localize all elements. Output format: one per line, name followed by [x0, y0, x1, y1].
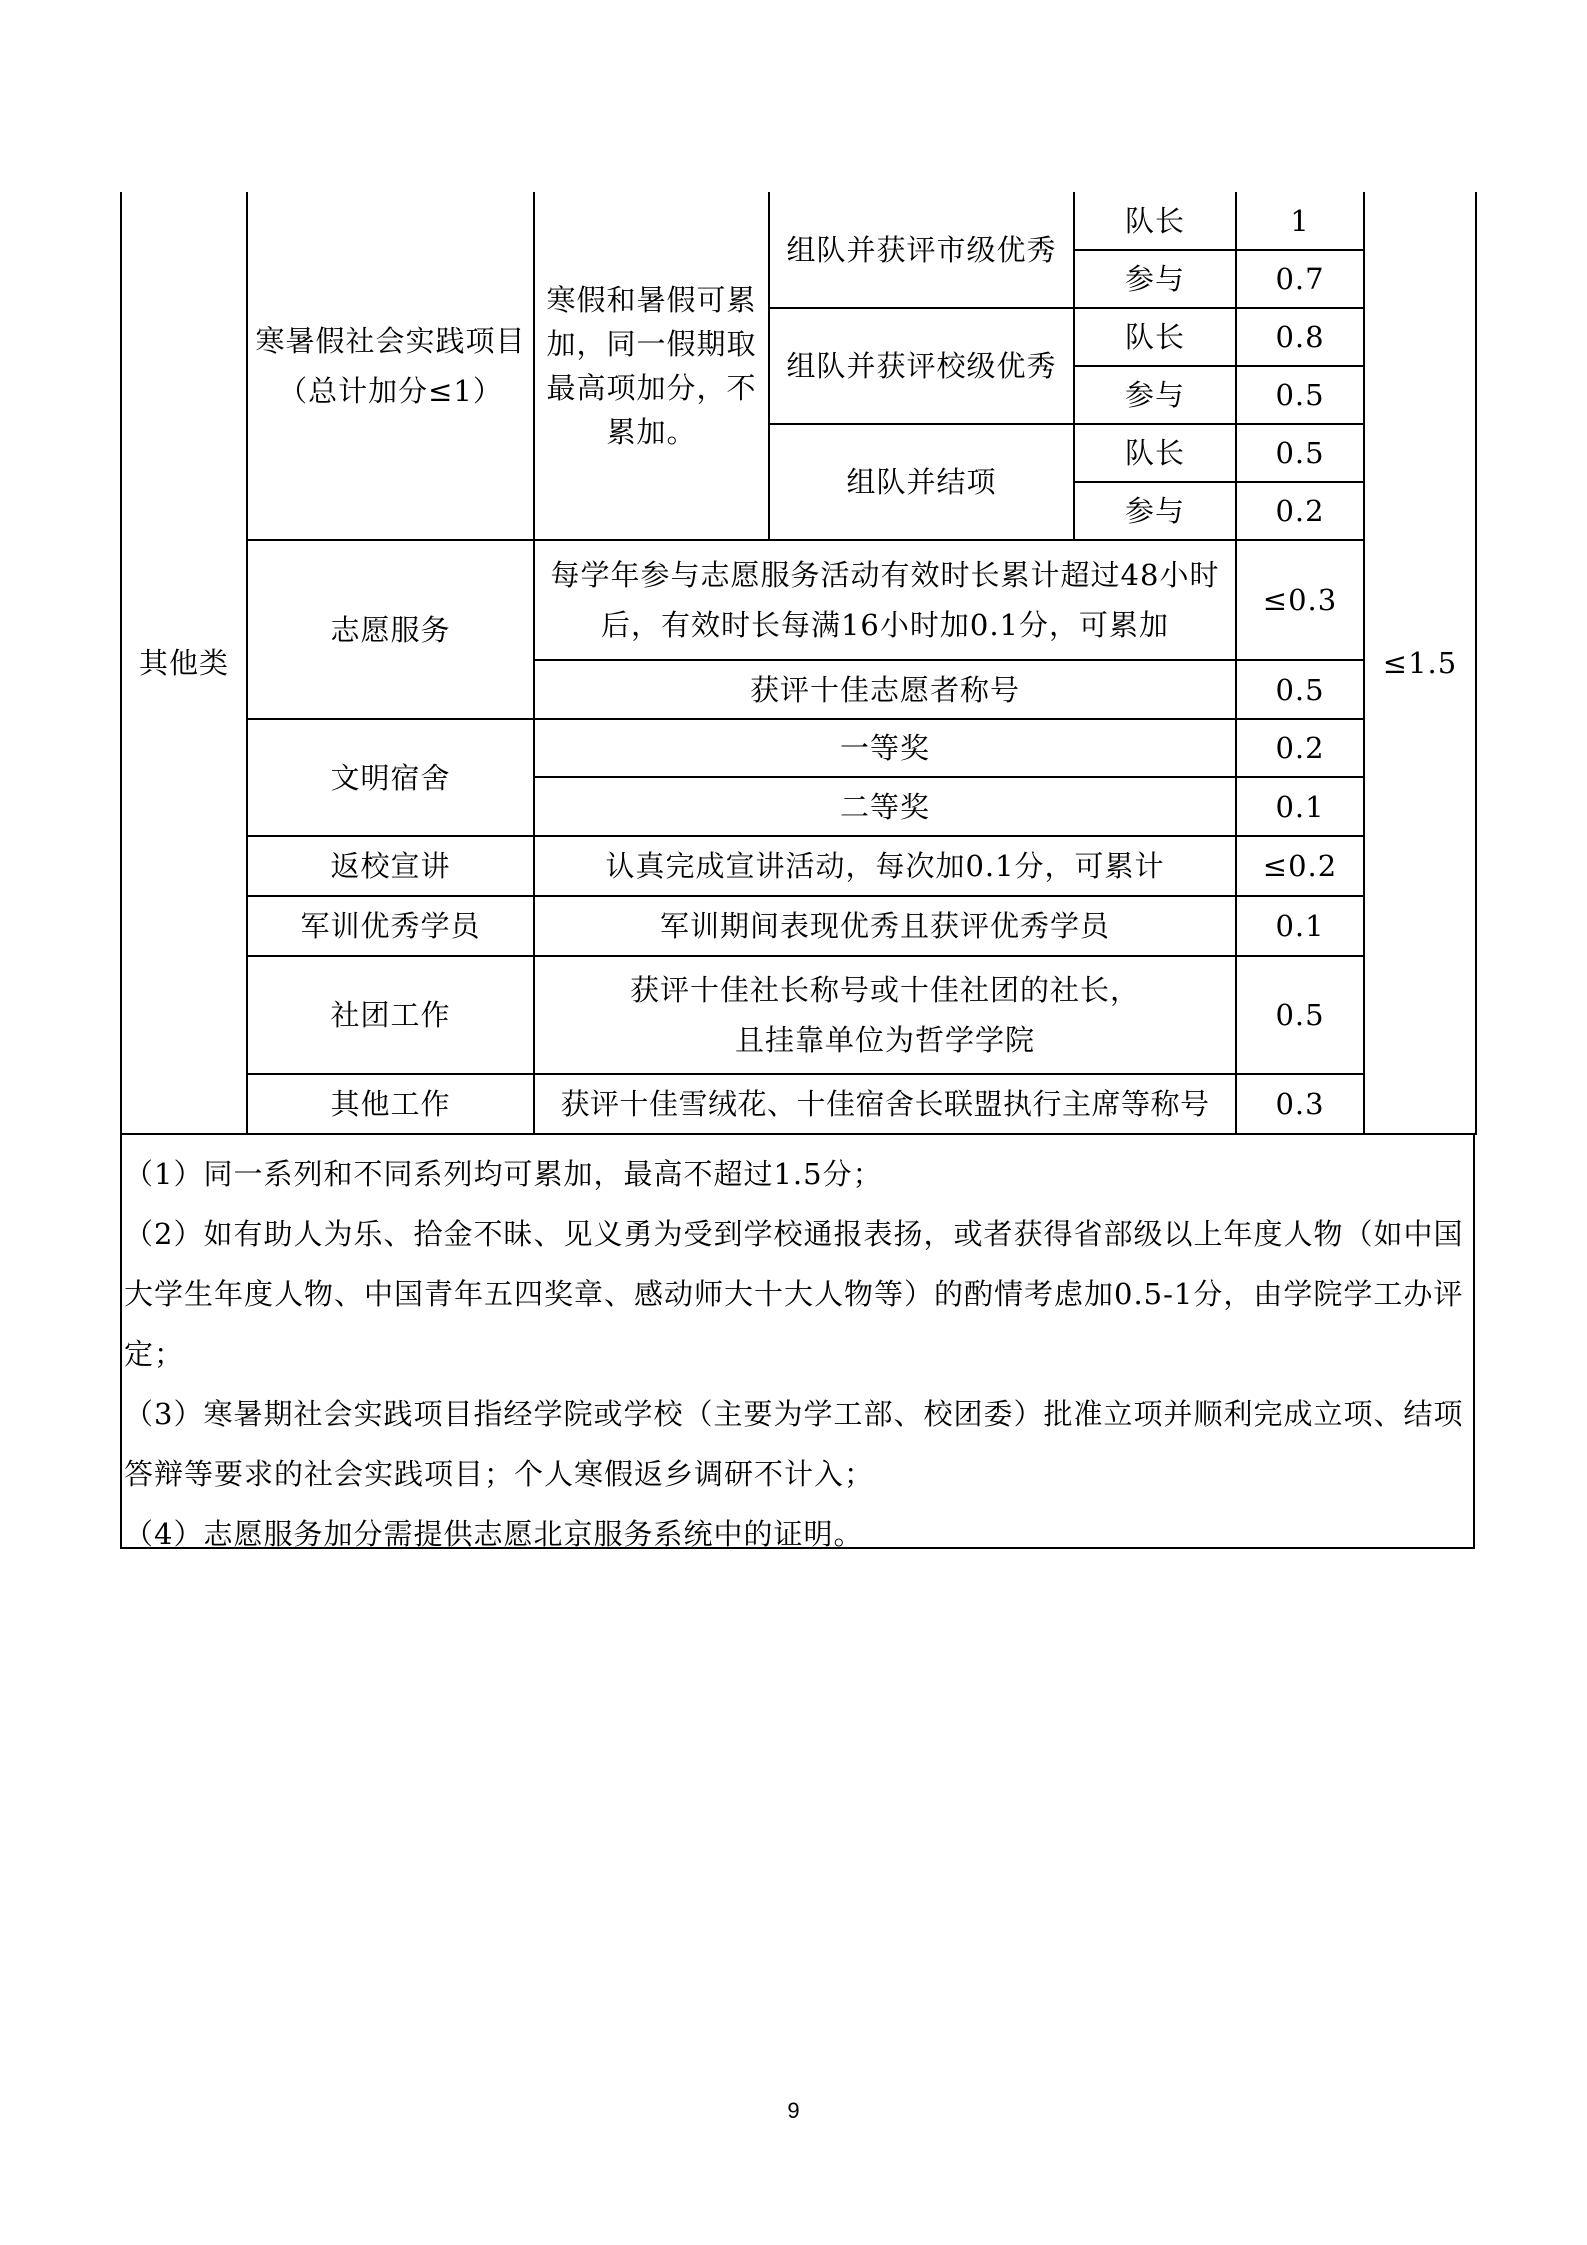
note-line: （2）如有助人为乐、拾金不昧、见义勇为受到学校通报表扬，或者获得省部级以上年度人物（如中国大学生年度人物、中国青年五四奖章、感动师大十大人物等）的酌情考虑加0.5-1分，由学院学工办评定； [124, 1217, 1464, 1371]
simple-item: 返校宣讲 [247, 836, 534, 896]
practice-role: 参与 [1074, 482, 1236, 540]
simple-score: ≤0.2 [1236, 836, 1364, 896]
practice-level-label: 组队并获评校级优秀 [769, 308, 1074, 424]
notes-box [120, 1134, 1475, 1549]
simple-desc-line: 获评十佳社长称号或十佳社团的社长， [629, 973, 1140, 1007]
dorm-score: 0.1 [1236, 777, 1364, 836]
scoring-table [120, 192, 1477, 1135]
simple-score: 0.5 [1236, 956, 1364, 1074]
simple-item: 社团工作 [247, 956, 534, 1074]
practice-item-cell: 寒暑假社会实践项目（总计加分≤1） [247, 192, 534, 540]
simple-desc: 获评十佳雪绒花、十佳宿舍长联盟执行主席等称号 [534, 1074, 1236, 1134]
note-line: （4）志愿服务加分需提供志愿北京服务系统中的证明。 [124, 1517, 864, 1551]
practice-level-label: 组队并结项 [769, 424, 1074, 540]
practice-score: 0.5 [1236, 424, 1364, 482]
simple-desc [534, 956, 1236, 1074]
practice-role: 队长 [1074, 424, 1236, 482]
practice-score: 0.7 [1236, 250, 1364, 308]
practice-score: 0.8 [1236, 308, 1364, 366]
dorm-score: 0.2 [1236, 719, 1364, 777]
volunteer-score: ≤0.3 [1236, 540, 1364, 660]
volunteer-desc: 每学年参与志愿服务活动有效时长累计超过48小时后，有效时长每满16小时加0.1分，可累加 [534, 540, 1236, 660]
practice-role: 参与 [1074, 366, 1236, 424]
page-number: 9 [787, 2098, 800, 2123]
note-line: （3）寒暑期社会实践项目指经学院或学校（主要为学工部、校团委）批准立项并顺利完成立项、结项答辩等要求的社会实践项目；个人寒假返乡调研不计入； [124, 1397, 1464, 1491]
total-cap-cell: ≤1.5 [1364, 192, 1476, 1134]
category-cell: 其他类 [121, 192, 247, 1134]
practice-role: 队长 [1074, 192, 1236, 250]
simple-item: 其他工作 [247, 1074, 534, 1134]
dorm-item-cell: 文明宿舍 [247, 719, 534, 836]
practice-role: 参与 [1074, 250, 1236, 308]
practice-score: 0.2 [1236, 482, 1364, 540]
practice-rule-cell: 寒假和暑假可累加，同一假期取最高项加分，不累加。 [534, 192, 769, 540]
simple-score: 0.1 [1236, 896, 1364, 956]
simple-desc: 军训期间表现优秀且获评优秀学员 [534, 896, 1236, 956]
simple-desc-line: 且挂靠单位为哲学学院 [734, 1023, 1035, 1057]
practice-score: 1 [1236, 192, 1364, 250]
volunteer-desc: 获评十佳志愿者称号 [534, 660, 1236, 719]
dorm-desc: 一等奖 [534, 719, 1236, 777]
simple-desc: 认真完成宣讲活动，每次加0.1分，可累计 [534, 836, 1236, 896]
simple-score: 0.3 [1236, 1074, 1364, 1134]
volunteer-item-cell: 志愿服务 [247, 540, 534, 719]
simple-item: 军训优秀学员 [247, 896, 534, 956]
note-line: （1）同一系列和不同系列均可累加，最高不超过1.5分； [124, 1157, 883, 1191]
volunteer-score: 0.5 [1236, 660, 1364, 719]
dorm-desc: 二等奖 [534, 777, 1236, 836]
practice-score: 0.5 [1236, 366, 1364, 424]
practice-role: 队长 [1074, 308, 1236, 366]
practice-level-label: 组队并获评市级优秀 [769, 192, 1074, 308]
